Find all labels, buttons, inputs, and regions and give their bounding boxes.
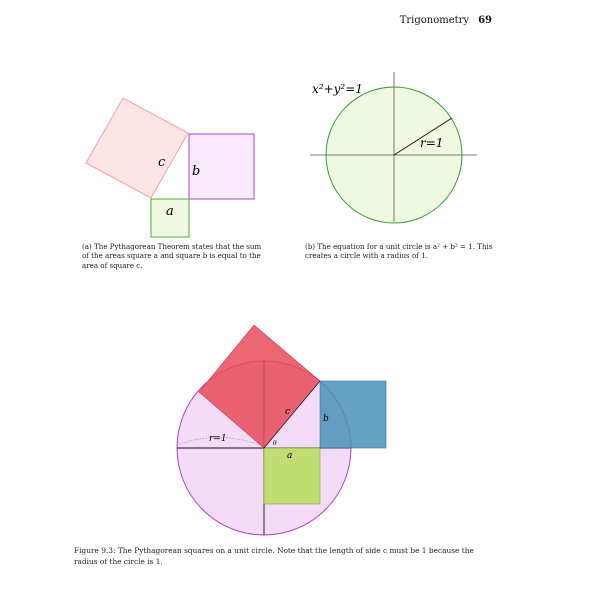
figure-b — [310, 72, 477, 223]
circle-equation: x²+y²=1 — [312, 82, 363, 96]
figure-caption: Figure 9.3: The Pythagorean squares on a unit circle. Note that the length of side c must be 1 because the radius of the circle is 1. — [74, 546, 474, 566]
main-square-b — [320, 381, 386, 448]
caption-figure-a: (a) The Pythagorean Theorem states that the sum of the areas square a and square b is equal to the area of square c. — [82, 242, 262, 270]
caption-figure-b: (b) The equation for a unit circle is a² + b² = 1. This creates a circle with a radius of 1. — [305, 242, 493, 261]
square-c — [86, 98, 188, 198]
page-number: 69 — [478, 15, 492, 26]
main-label-a: a — [287, 451, 293, 461]
label-b: b — [192, 164, 201, 179]
figure-a — [86, 98, 254, 237]
radius-label-b: r=1 — [420, 136, 444, 150]
figure-main — [177, 325, 386, 535]
label-a: a — [166, 204, 174, 219]
main-label-c: c — [285, 407, 291, 417]
chapter-title: Trigonometry — [399, 15, 470, 26]
main-label-b: b — [323, 414, 329, 424]
main-radius-label: r=1 — [209, 434, 227, 444]
angle-label: θ — [273, 440, 277, 447]
label-c: c — [158, 155, 166, 170]
